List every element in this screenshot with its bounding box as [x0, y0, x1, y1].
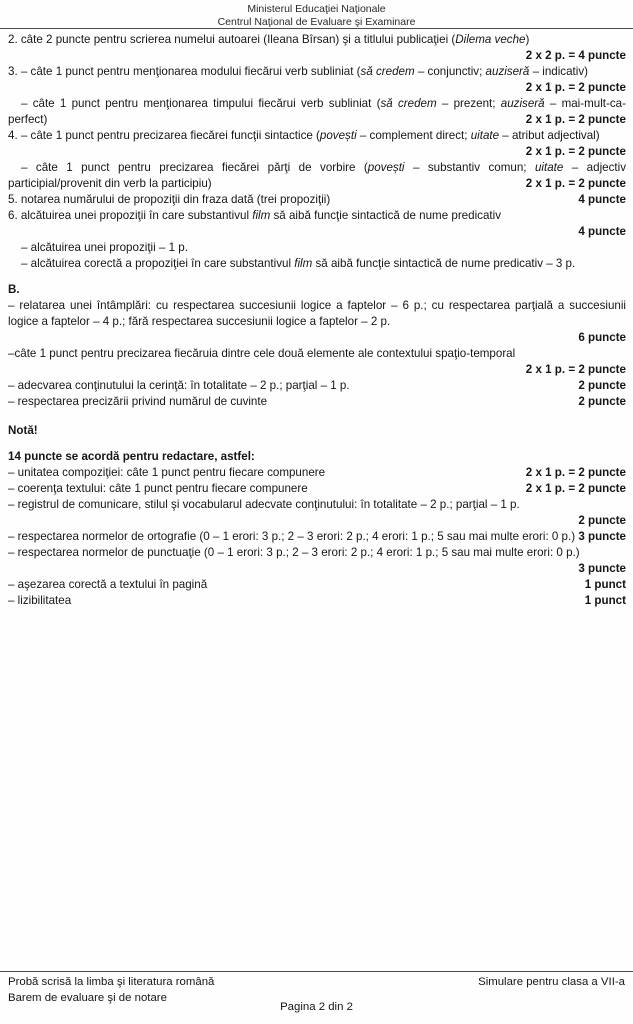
rubric-item-text: – adecvarea conţinutului la cerinţă: în totalitate – 2 p.; parţial – 1 p.: [8, 379, 350, 392]
rubric-item-text: 2. câte 2 puncte pentru scrierea numelui autoarei (Ileana Bîrsan) şi a titlului publicaţiei (Dilema veche): [8, 33, 530, 46]
score-value: 6 puncte: [578, 331, 626, 344]
rubric-item-text: – lizibilitatea: [8, 594, 72, 607]
score-value: 2 x 1 p. = 2 puncte: [525, 466, 626, 479]
header-divider: [0, 28, 633, 29]
score-value: 2 x 1 p. = 2 puncte: [525, 113, 626, 126]
rubric-item: [8, 64, 626, 96]
score-value: 3 puncte: [578, 562, 626, 575]
score-value: 2 x 1 p. = 2 puncte: [525, 482, 626, 495]
score-value: 2 puncte: [578, 395, 626, 408]
score-value: 2 x 2 p. = 4 puncte: [525, 49, 626, 62]
rubric-item-text: – registrul de comunicare, stilul şi vocabularul adecvate conţinutului: în totalitate – 2 p.; parţial – 1 p.: [8, 498, 520, 511]
rubric-item-text: 6. alcătuirea unei propoziţii în care substantivul film să aibă funcţie sintactică de nume predicativ: [8, 209, 501, 222]
rubric-item: [8, 465, 626, 481]
header-org-name: Ministerul Educaţiei Naţionale: [247, 3, 386, 15]
rubric-item: [8, 208, 626, 240]
page-number: Pagina 2 din 2: [280, 1001, 353, 1013]
footer-doc-type: Barem de evaluare şi de notare: [8, 991, 167, 1004]
rubric-item-text: – unitatea compoziţiei: câte 1 punct pentru fiecare compunere: [8, 466, 326, 479]
rubric-item: [8, 545, 626, 577]
score-value: 2 x 1 p. = 2 puncte: [525, 363, 626, 376]
rubric-item: [8, 423, 626, 439]
rubric-item: [8, 577, 626, 593]
rubric-item-text: 14 puncte se acordă pentru redactare, astfel:: [8, 450, 255, 463]
rubric-item-text: – coerenţa textului: câte 1 punct pentru fiecare compunere: [8, 482, 308, 495]
rubric-item-text: 5. notarea numărului de propoziţii din fraza dată (trei propoziţii): [8, 193, 331, 206]
footer-divider: [0, 971, 633, 972]
rubric-item: [8, 497, 626, 529]
document-header: [0, 3, 633, 28]
rubric-item-text: – aşezarea corectă a textului în pagină: [8, 578, 208, 591]
rubric-item-text: Notă!: [8, 424, 38, 437]
rubric-item-text: – respectarea precizării privind numărul de cuvinte: [8, 395, 268, 408]
rubric-item: [8, 529, 626, 545]
score-value: 2 x 1 p. = 2 puncte: [525, 81, 626, 94]
score-value: 3 puncte: [578, 530, 626, 543]
rubric-item-text: – relatarea unei întâmplări: cu respectarea succesiunii logice a faptelor – 6 p.; cu respectarea parţială a succesiunii logice a faptelor – 4 p.; fără respectarea succesiunii logice a faptelor – 2 p.: [8, 299, 626, 328]
rubric-item: [8, 378, 626, 394]
rubric-item-text: – respectarea normelor de punctuaţie (0 – 1 erori: 3 p.; 2 – 3 erori: 2 p.; 4 erori: 1 p.; 5 sau mai multe erori: 0 p.): [8, 546, 580, 559]
rubric-item-text: – alcătuirea unei propoziţii – 1 p.: [21, 241, 188, 254]
footer-exam-title: Probă scrisă la limba şi literatura română: [8, 976, 215, 988]
rubric-item-text: B.: [8, 283, 20, 296]
score-value: 4 puncte: [578, 225, 626, 238]
rubric-item: [8, 394, 626, 410]
rubric-item: [8, 256, 626, 272]
rubric-item: [8, 449, 626, 465]
rubric-item: [8, 481, 626, 497]
rubric-item-text: – câte 1 punct pentru menţionarea timpului fiecărui verb subliniat (să credem – prezent; auziseră – mai-mult-ca-perfect): [8, 97, 626, 126]
rubric-item-text: – alcătuirea corectă a propoziţiei în care substantivul film să aibă funcţie sintactică de nume predicativ – 3 p.: [21, 257, 576, 270]
score-value: 4 puncte: [578, 193, 626, 206]
rubric-content: [8, 32, 626, 609]
header-dept-name: Centrul Naţional de Evaluare şi Examinare: [217, 15, 416, 28]
rubric-item: [8, 128, 626, 160]
score-value: 1 punct: [584, 578, 626, 591]
rubric-item-text: – respectarea normelor de ortografie (0 – 1 erori: 3 p.; 2 – 3 erori: 2 p.; 4 erori: 1 p.; 5 sau mai multe erori: 0 p.): [8, 530, 576, 543]
score-value: 2 puncte: [578, 514, 626, 527]
rubric-item-text: –câte 1 punct pentru precizarea fiecăruia dintre cele două elemente ale contextului spaţio-temporal: [8, 347, 516, 360]
rubric-item-text: 4. – câte 1 punct pentru precizarea fiecărei funcţii sintactice (povești – complement direct; uitate – atribut adjectival): [8, 129, 600, 142]
footer-session: Simulare pentru clasa a VII-a: [478, 976, 625, 988]
score-value: 2 x 1 p. = 2 puncte: [525, 177, 626, 190]
rubric-item: [8, 96, 626, 128]
rubric-item: [8, 32, 626, 64]
score-value: 2 x 1 p. = 2 puncte: [525, 145, 626, 158]
rubric-item-text: – câte 1 punct pentru precizarea fiecărei părţi de vorbire (povești – substantiv comun; uitate – adjectiv participial/provenit din verb la participiu): [8, 161, 626, 190]
score-value: 2 puncte: [578, 379, 626, 392]
rubric-item: [8, 298, 626, 346]
score-value: 1 punct: [584, 594, 626, 607]
rubric-item: [8, 346, 626, 378]
rubric-item: [8, 240, 626, 256]
rubric-item: [8, 593, 626, 609]
rubric-item: [8, 282, 626, 298]
rubric-item: [8, 160, 626, 192]
rubric-item-text: 3. – câte 1 punct pentru menţionarea modului fiecărui verb subliniat (să credem – conjunctiv; auziseră – indicativ): [8, 65, 589, 78]
rubric-item: [8, 192, 626, 208]
